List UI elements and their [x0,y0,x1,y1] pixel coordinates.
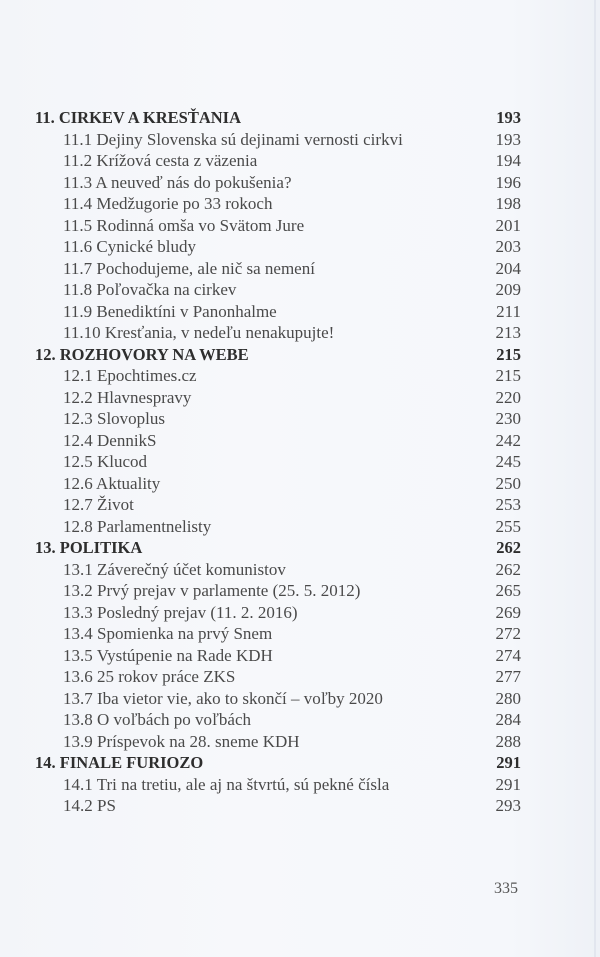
section-page: 245 [495,452,521,471]
toc-section [35,580,521,602]
section-page: 288 [495,731,521,751]
section-title: 11.9 Benediktíni v Panonhalme [63,301,277,321]
section-title: 13.1 Záverečný účet komunistov [63,559,286,579]
toc-section [35,623,521,645]
section-page: 293 [495,796,521,815]
toc-chapter [35,537,521,559]
section-page: 291 [495,774,521,794]
section-title: 11.6 Cynické bludy [63,237,196,256]
section-page: 284 [495,710,521,729]
section-title: 11.7 Pochodujeme, ale nič sa nemení [63,258,315,278]
section-page: 201 [495,215,521,235]
section-title: 13.2 Prvý prejav v parlamente (25. 5. 2012) [63,581,361,600]
section-page: 204 [495,258,521,278]
section-page: 220 [495,387,521,407]
section-title: 12.7 Život [63,495,134,514]
toc-section [35,236,521,258]
section-page: 250 [495,473,521,493]
toc-section [35,215,521,237]
toc-section [35,258,521,280]
section-page: 280 [495,688,521,708]
toc-section [35,666,521,688]
section-page: 262 [495,559,521,579]
chapter-title: 12. ROZHOVORY NA WEBE [35,344,249,364]
toc-section [35,279,521,301]
section-page: 215 [495,366,521,385]
section-title: 11.3 A neuveď nás do pokušenia? [63,172,292,192]
section-page: 255 [495,516,521,536]
section-title: 12.3 Slovoplus [63,409,166,428]
section-title: 13.9 Príspevok na 28. sneme KDH [63,731,300,751]
section-title: 12.5 Klucod [63,452,148,471]
section-title: 14.1 Tri na tretiu, ale aj na štvrtú, sú pekné čísla [63,774,390,794]
section-page: 265 [495,581,521,600]
toc-section [35,602,521,624]
section-page: 242 [495,430,521,450]
toc-section [35,516,521,538]
toc-section [35,150,521,172]
section-title: 13.3 Posledný prejav (11. 2. 2016) [63,602,298,622]
section-page: 274 [495,645,521,665]
section-title: 11.8 Poľovačka na cirkev [63,280,237,299]
section-page: 196 [495,172,521,192]
toc-section [35,709,521,731]
chapter-title: 11. CIRKEV A KRESŤANIA [35,108,242,127]
toc-section [35,172,521,194]
section-page: 198 [495,194,521,213]
section-page: 277 [495,667,521,686]
section-title: 12.6 Aktuality [63,473,161,493]
section-title: 13.7 Iba vietor vie, ako to skončí – voľby 2020 [63,688,383,708]
section-page: 211 [496,301,521,321]
toc-section [35,408,521,430]
page-number: 335 [494,880,518,897]
toc-section [35,473,521,495]
toc-section [35,301,521,323]
section-page: 213 [495,323,521,342]
toc-section [35,795,521,817]
section-title: 13.4 Spomienka na prvý Snem [63,624,273,643]
toc-section [35,559,521,581]
section-title: 12.4 DennikS [63,430,157,450]
section-title: 11.5 Rodinná omša vo Svätom Jure [63,215,305,235]
section-title: 11.4 Medžugorie po 33 rokoch [63,194,273,213]
section-page: 209 [495,280,521,299]
chapter-title: 14. FINALE FURIOZO [35,753,204,772]
section-title: 13.5 Vystúpenie na Rade KDH [63,645,273,665]
section-page: 253 [495,495,521,514]
chapter-page: 193 [496,108,521,127]
chapter-page: 215 [496,344,521,364]
section-title: 12.2 Hlavnespravy [63,387,192,407]
toc-section [35,731,521,753]
page-edge [594,0,596,957]
toc-section [35,322,521,344]
toc-section [35,451,521,473]
toc-section [35,129,521,151]
chapter-page: 262 [496,538,521,557]
chapter-page: 291 [496,753,521,772]
section-title: 13.8 O voľbách po voľbách [63,710,252,729]
section-title: 14.2 PS [63,796,116,815]
toc-section [35,494,521,516]
section-title: 11.10 Kresťania, v nedeľu nenakupujte! [63,323,335,342]
table-of-contents [35,107,521,817]
section-title: 12.1 Epochtimes.cz [63,366,197,385]
toc-section [35,387,521,409]
section-title: 11.2 Krížová cesta z väzenia [63,151,258,170]
chapter-title: 13. POLITIKA [35,538,143,557]
toc-section [35,645,521,667]
section-page: 269 [495,602,521,622]
section-title: 13.6 25 rokov práce ZKS [63,667,236,686]
toc-section [35,365,521,387]
section-page: 193 [495,129,521,149]
section-title: 11.1 Dejiny Slovenska sú dejinami vernosti cirkvi [63,129,403,149]
toc-chapter [35,107,521,129]
toc-chapter [35,344,521,366]
section-page: 203 [495,237,521,256]
section-page: 194 [495,151,521,170]
section-title: 12.8 Parlamentnelisty [63,516,212,536]
toc-chapter [35,752,521,774]
toc-section [35,774,521,796]
toc-section [35,193,521,215]
toc-section [35,688,521,710]
toc-section [35,430,521,452]
section-page: 272 [495,624,521,643]
section-page: 230 [495,409,521,428]
